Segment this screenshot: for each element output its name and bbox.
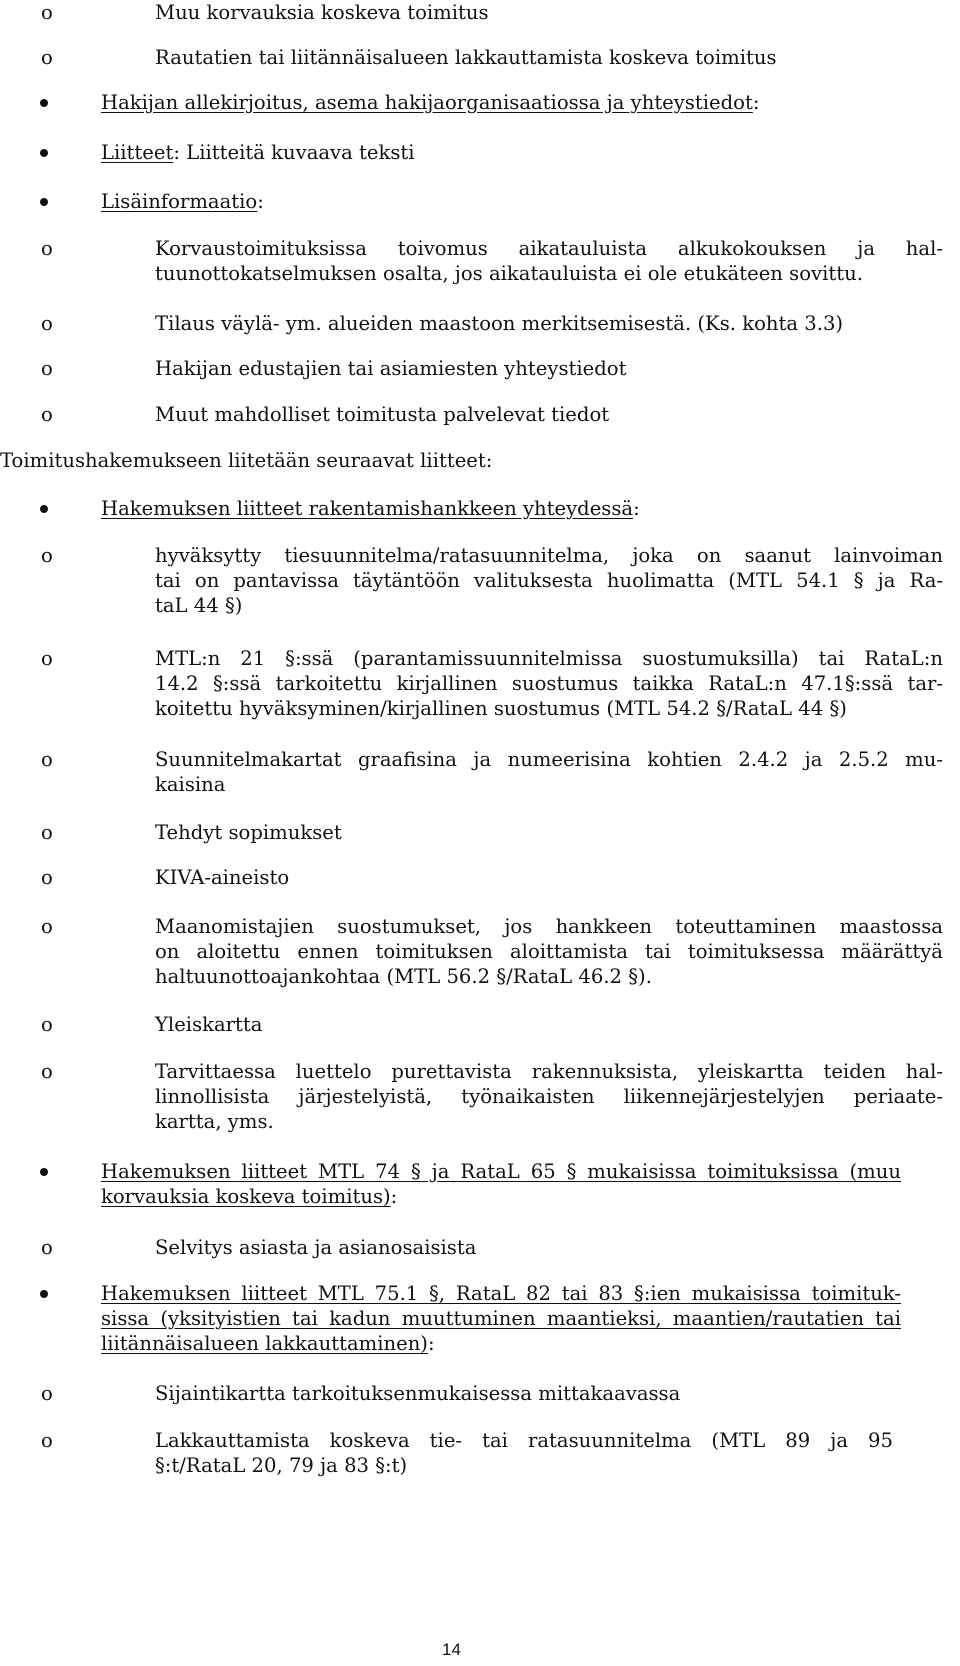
sub-bullet: o xyxy=(41,647,53,670)
sub-bullet: o xyxy=(41,1429,53,1452)
list-item: Maanomistajien suostumukset, jos hankkeen toteuttaminen maastossa on aloitettu ennen toimituksen aloittamista tai toimituksessa määrättyä haltuunottoajankohtaa (MTL 56.2 §/RataL 46.2 §). xyxy=(155,915,943,988)
sub-bullet: o xyxy=(41,821,53,844)
list-item: Korvaustoimituksissa toivomus aikatauluista alkukokouksen ja hal- tuunottokatselmuksen osalta, jos aikatauluista ei ole etukäteen sovittu. xyxy=(155,237,943,285)
list-item: Liitteet: Liitteitä kuvaava teksti xyxy=(101,141,415,164)
list-item: KIVA-aineisto xyxy=(155,866,290,889)
sub-bullet: o xyxy=(41,544,53,567)
list-item: Lakkauttamista koskeva tie- tai ratasuunnitelma (MTL 89 ja 95 §:t/RataL 20, 79 ja 83 §:t) xyxy=(155,1429,893,1477)
section-heading: Toimitushakemukseen liitetään seuraavat liitteet: xyxy=(0,449,493,472)
list-item: Hakemuksen liitteet MTL 74 § ja RataL 65 § mukaisissa toimituksissa (muu korvauksia koskeva toimitus): xyxy=(101,1160,901,1208)
sub-bullet: o xyxy=(41,312,53,335)
sub-bullet: o xyxy=(41,1013,53,1036)
bullet-icon xyxy=(40,1168,48,1176)
list-item: Tarvittaessa luettelo purettavista rakennuksista, yleiskartta teiden hal- linnollisista järjestelyistä, työnaikaisten liikennejärjestelyjen periaate- kartta, yms. xyxy=(155,1060,943,1133)
list-item: Hakijan edustajien tai asiamiesten yhteystiedot xyxy=(155,357,627,380)
list-item: Yleiskartta xyxy=(155,1013,263,1036)
sub-bullet: o xyxy=(41,1,53,24)
sub-bullet: o xyxy=(41,866,53,889)
list-item: Rautatien tai liitännäisalueen lakkauttamista koskeva toimitus xyxy=(155,46,777,69)
list-item: Muu korvauksia koskeva toimitus xyxy=(155,1,489,24)
bullet-icon xyxy=(40,505,48,513)
sub-bullet: o xyxy=(41,46,53,69)
list-item: hyväksytty tiesuunnitelma/ratasuunnitelma, joka on saanut lainvoiman tai on pantavissa täytäntöön valituksesta huolimatta (MTL 54.1 § ja Ra- taL 44 §) xyxy=(155,544,943,617)
bullet-icon xyxy=(40,1290,48,1298)
sub-bullet: o xyxy=(41,237,53,260)
sub-bullet: o xyxy=(41,748,53,771)
bullet-icon xyxy=(40,198,48,206)
bullet-icon xyxy=(40,149,48,157)
sub-bullet: o xyxy=(41,915,53,938)
page-number: 14 xyxy=(442,1640,461,1659)
list-item: Hakemuksen liitteet MTL 75.1 §, RataL 82 tai 83 §:ien mukaisissa toimituk- sissa (yksityistien tai kadun muuttuminen maantieksi, maantien/rautatien tai liitännäisalueen lakkauttaminen): xyxy=(101,1282,901,1355)
list-item: Hakijan allekirjoitus, asema hakijaorganisaatiossa ja yhteystiedot: xyxy=(101,91,760,114)
bullet-icon xyxy=(40,99,48,107)
list-item: Hakemuksen liitteet rakentamishankkeen yhteydessä: xyxy=(101,497,640,520)
sub-bullet: o xyxy=(41,1060,53,1083)
sub-bullet: o xyxy=(41,1236,53,1259)
list-item: Lisäinformaatio: xyxy=(101,190,264,213)
list-item: Selvitys asiasta ja asianosaisista xyxy=(155,1236,477,1259)
list-item: Tilaus väylä- ym. alueiden maastoon merkitsemisestä. (Ks. kohta 3.3) xyxy=(155,312,844,335)
list-item: MTL:n 21 §:ssä (parantamissuunnitelmissa suostumuksilla) tai RataL:n 14.2 §:ssä tarkoitettu kirjallinen suostumus taikka RataL:n 47.1§:ssä tar- koitettu hyväksyminen/kirjallinen suostumus (MTL 54.2 §/RataL 44 §) xyxy=(155,647,943,720)
list-item: Sijaintikartta tarkoituksenmukaisessa mittakaavassa xyxy=(155,1382,681,1405)
sub-bullet: o xyxy=(41,403,53,426)
list-item: Tehdyt sopimukset xyxy=(155,821,342,844)
list-item: Suunnitelmakartat graafisina ja numeerisina kohtien 2.4.2 ja 2.5.2 mu- kaisina xyxy=(155,748,943,796)
list-item: Muut mahdolliset toimitusta palvelevat tiedot xyxy=(155,403,610,426)
sub-bullet: o xyxy=(41,1382,53,1405)
sub-bullet: o xyxy=(41,357,53,380)
